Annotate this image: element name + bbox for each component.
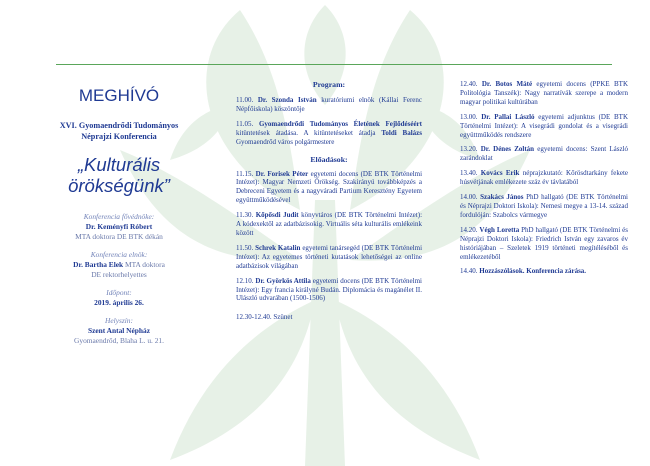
place-name: Szent Antal Népház: [87, 326, 150, 335]
lecture-item: [460, 226, 628, 262]
lecture-speaker: Dr. Botos Máté: [481, 80, 533, 88]
lecture-text: PhD hallgató (DE BTK Történelmi és Néprajzi Doktori Iskola): Friedrich István egy zavaros év históriájában – Szeletek 1919 történeti megítéléséből és emlékezetéből: [460, 225, 629, 261]
right-column: [460, 80, 628, 282]
lecture-text: egyetemi docens (DE BTK Történelmi Intézet): Magyar Nemzeti Örökség. Szakirányú továbbképzés a Debreceni Egyetem és a nagyváradi Partium Keresztény Egyetem együttműködésével: [236, 169, 423, 205]
lecture-text: Szünet: [273, 313, 293, 322]
lecture-time: 11.50.: [236, 243, 254, 252]
lecture-text: egyetemi docens: Szent László zarándoklat: [460, 145, 629, 163]
item-name-2: Toldi Balázs: [381, 128, 422, 137]
lecture-time: 13.00.: [460, 112, 478, 121]
item-time: 11.05.: [236, 119, 254, 128]
lecture-time: 12.10.: [236, 276, 254, 285]
lecture-time: 13.20.: [460, 145, 478, 154]
page-title: MEGHÍVÓ: [78, 86, 160, 105]
lecture-text: egyetemi tanársegéd (DE BTK Történelmi Intézet): Az egyetemes történeti kutatások lehetőségei az online adatbázisok világában: [236, 243, 423, 270]
time-value: 2019. április 26.: [94, 298, 144, 307]
lecture-speaker: Schrek Katalin: [255, 243, 301, 252]
item-name: Dr. Szonda István: [257, 96, 317, 104]
lecture-time: 13.40.: [460, 169, 478, 178]
lecture-text: egyetemi docens (PPKE BTK Politológia Tanszék): Nagy narratívák szerepe a modern magyar politikai kultúrában: [460, 80, 628, 106]
lecture-speaker: Dr. Györkös Attila: [255, 276, 311, 285]
lecture-item: [236, 277, 422, 304]
closing-time: 14.40.: [460, 267, 478, 276]
conference-theme: [22, 154, 216, 196]
time-label: Időpont:: [106, 288, 132, 297]
lecture-time: 11.30.: [236, 211, 254, 220]
lecture-text: néprajzkutató: Kőrösdtarkány fekete húsvétjának emlékezete száz év távlatából: [460, 169, 629, 187]
item-text: kitüntetések átadása. A kitüntetéseket átadja: [236, 128, 376, 137]
chair-role-2: DE rektorhelyettes: [91, 270, 147, 279]
time-block: [22, 288, 216, 308]
theme-line-2: örökségünk”: [68, 175, 170, 196]
lecture-speaker: Kovács Erik: [480, 169, 520, 178]
lecture-text: könyvtáros (DE BTK Történelmi Intézet): A kódexektől az adatbázisokig. Virtuális séta kulturális emlékeink között: [236, 211, 423, 237]
lecture-time: 14.20.: [460, 225, 478, 234]
lecture-speaker: Dr. Dénes Zoltán: [480, 145, 535, 154]
lecture-speaker: Szakács János: [480, 193, 524, 202]
lecture-item: [460, 169, 628, 187]
theme-line-1: „Kulturális: [77, 154, 161, 175]
lecture-item: [236, 244, 422, 271]
patron-label: Konferencia fővédnöke:: [83, 212, 155, 221]
program-column: [236, 80, 422, 328]
conference-name: [22, 120, 216, 142]
lecture-text: PhD hallgató (DE BTK Történelmi és Néprajzi Doktori Iskola): Nemesi megye a 13-14. század fordulóján: Szabolcs vármegye: [460, 193, 629, 219]
lecture-time: 12.30-12.40.: [236, 313, 272, 322]
program-item: [236, 120, 422, 147]
lecture-item: [460, 113, 628, 140]
patron-name: Dr. Keményfi Róbert: [85, 222, 153, 231]
lecture-item: [236, 170, 422, 206]
lecture-item: [460, 193, 628, 220]
chair-block: [22, 250, 216, 280]
place-label: Helyszín:: [105, 316, 133, 325]
chair-role-1: MTA doktora: [125, 260, 165, 269]
lectures-title: Előadások:: [310, 154, 348, 164]
lecture-time: 11.15.: [236, 169, 254, 178]
closing-item: [460, 267, 628, 276]
lecture-item: [236, 211, 422, 238]
lecture-text: egyetemi adjunktus (DE BTK Történelmi Intézet): A visegrádi gondolat és a visegrádi együttműködés rendszere: [460, 112, 629, 139]
lecture-item: [460, 145, 628, 163]
lecture-time: 14.00.: [460, 193, 478, 202]
lecture-speaker: Dr. Forisek Péter: [255, 169, 309, 178]
lecture-speaker: Végh Loretta: [479, 225, 520, 234]
item-name: Gyomaendrődi Tudományos Életének Fejlődéséért: [258, 119, 422, 128]
item-text-2: Gyomaendrőd város polgármestere: [236, 137, 335, 146]
lecture-item: [460, 80, 628, 107]
lecture-speaker: Kőpősdi Judit: [255, 211, 299, 220]
left-column: [22, 82, 216, 354]
lecture-text: egyetemi docens (DE BTK Történelmi Intézet): Egy francia királyné Budán. Diplomácia és magánélet II. Ulászló udvarában (1500-1506): [236, 276, 422, 303]
patron-role: MTA doktora DE BTK dékán: [75, 232, 163, 241]
program-title: Program:: [312, 80, 346, 89]
place-block: [22, 316, 216, 346]
chair-name: Dr. Bartha Elek: [73, 260, 124, 269]
place-address: Gyomaendrőd, Blaha L. u. 21.: [74, 336, 164, 345]
lecture-time: 12.40.: [460, 80, 478, 88]
closing-text: Hozzászólások. Konferencia zárása.: [479, 267, 587, 276]
item-text: kuratóriumi elnök (Kállai Ferenc Népfőiskola) köszöntője: [236, 96, 422, 113]
chair-label: Konferencia elnök:: [90, 250, 148, 259]
lecture-speaker: Dr. Pallai László: [481, 112, 535, 121]
program-item: [236, 96, 422, 114]
conference-line-2: Néprajzi Konferencia: [81, 132, 157, 141]
item-time: 11.00.: [236, 96, 254, 104]
conference-line-1: XVI. Gyomaendrődi Tudományos: [59, 121, 179, 130]
patron-block: [22, 212, 216, 242]
lecture-item: [236, 313, 422, 322]
top-divider-line: [56, 64, 612, 65]
